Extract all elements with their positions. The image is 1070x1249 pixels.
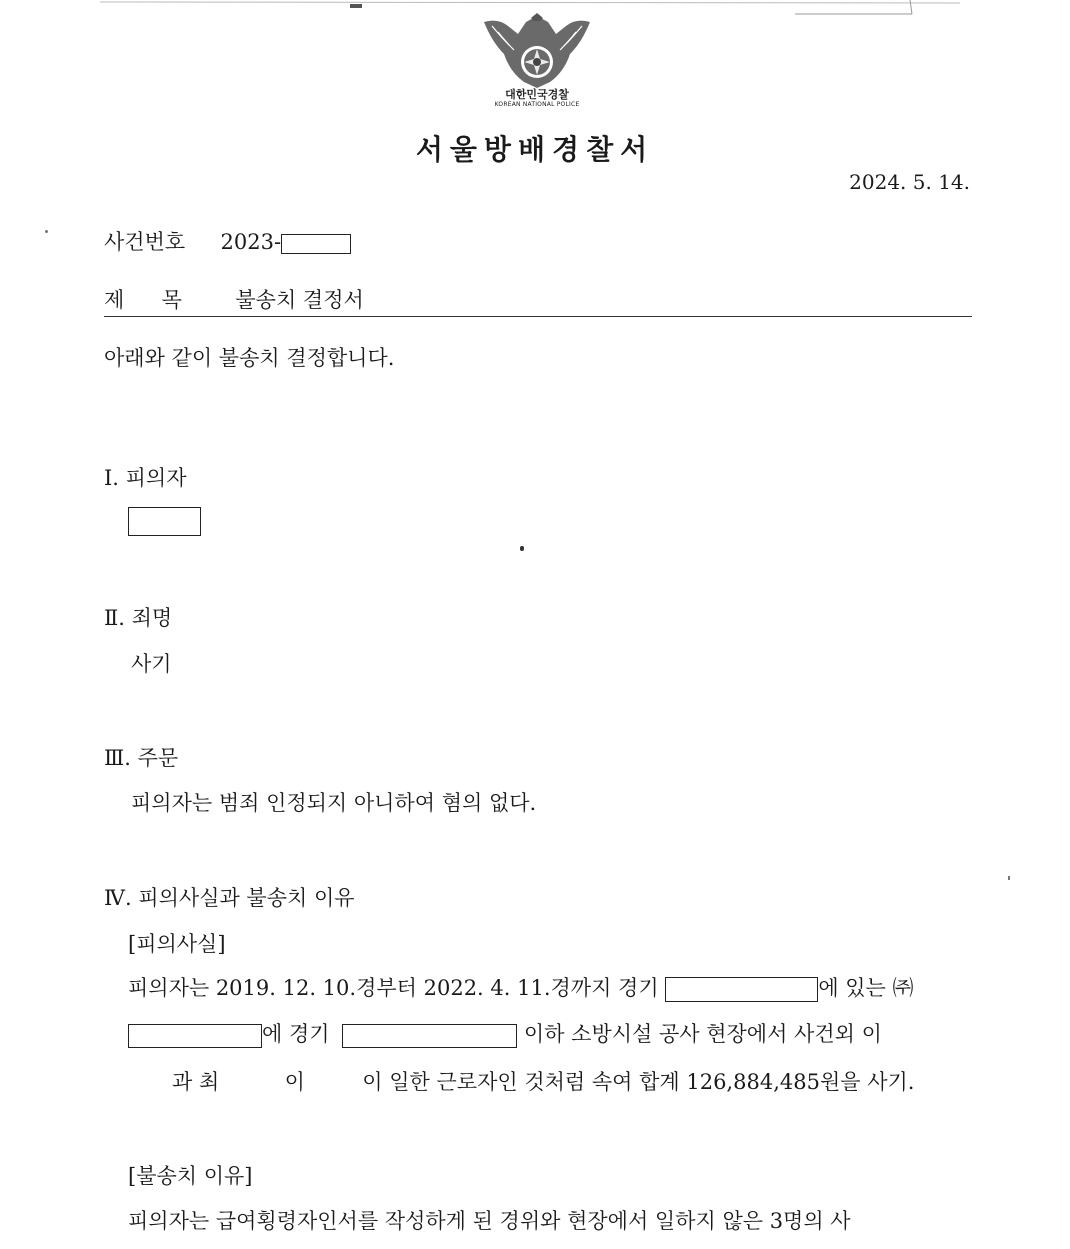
header-divider [104, 316, 972, 317]
case-number-prefix: 2023- [220, 230, 282, 254]
facts-line-1 [128, 972, 914, 1002]
facts-line-2-text-b: 이하 소방시설 공사 현장에서 사건외 이 [523, 1022, 882, 1046]
redaction-box [128, 1024, 262, 1048]
charge-text: 사기 [131, 652, 172, 676]
police-logo-english: KOREAN NATIONAL POLICE [494, 101, 580, 108]
police-emblem-icon [478, 12, 596, 90]
reason-label: [불송치 이유] [128, 1164, 253, 1188]
facts-line-1-text-a: 피의자는 2019. 12. 10.경부터 2022. 4. 11.경까지 경기 [128, 976, 659, 1000]
section-charge-title: Ⅱ. 죄명 [104, 606, 173, 630]
facts-line-2-text-a: 에 경기 [262, 1022, 330, 1046]
scan-speck [1008, 876, 1010, 880]
facts-line-3-text-b: 이 [284, 1070, 305, 1094]
intro-text: 아래와 같이 불송치 결정합니다. [104, 346, 395, 370]
section-suspect-title: Ⅰ. 피의자 [104, 466, 187, 490]
facts-line-3-text-a: 과 최 [172, 1070, 220, 1094]
subject-value: 불송치 결정서 [235, 288, 364, 312]
redaction-box [281, 234, 351, 254]
facts-line-2 [128, 1018, 882, 1048]
suspect-name-redacted [128, 507, 201, 536]
scan-speck [45, 230, 48, 233]
reason-line-1: 피의자는 급여횡령자인서를 작성하게 된 경위와 현장에서 일하지 않은 3명의 사 [128, 1209, 851, 1233]
section-facts-title: Ⅳ. 피의사실과 불송치 이유 [104, 886, 355, 910]
order-text: 피의자는 범죄 인정되지 아니하여 혐의 없다. [131, 791, 537, 815]
scan-speck [520, 546, 524, 551]
facts-line-3-text-c: 이 일한 근로자인 것처럼 속여 합계 126,884,485원을 사기. [362, 1070, 915, 1094]
case-number-row [104, 226, 351, 256]
section-order-title: Ⅲ. 주문 [104, 746, 179, 770]
facts-line-3 [172, 1066, 914, 1096]
facts-line-1-text-b: 에 있는 ㈜ [818, 976, 914, 1000]
case-number-label: 사건번호 [104, 230, 186, 254]
redaction-box [128, 507, 201, 536]
subject-label: 제 목 [104, 288, 190, 312]
facts-label: [피의사실] [128, 932, 226, 956]
redaction-box [665, 977, 818, 1002]
subject-row [104, 284, 364, 314]
office-title: 서울방배경찰서 [415, 133, 655, 166]
police-logo-text: 대한민국경찰 [505, 88, 569, 101]
redaction-box [342, 1024, 517, 1048]
document-date: 2024. 5. 14. [849, 170, 970, 194]
